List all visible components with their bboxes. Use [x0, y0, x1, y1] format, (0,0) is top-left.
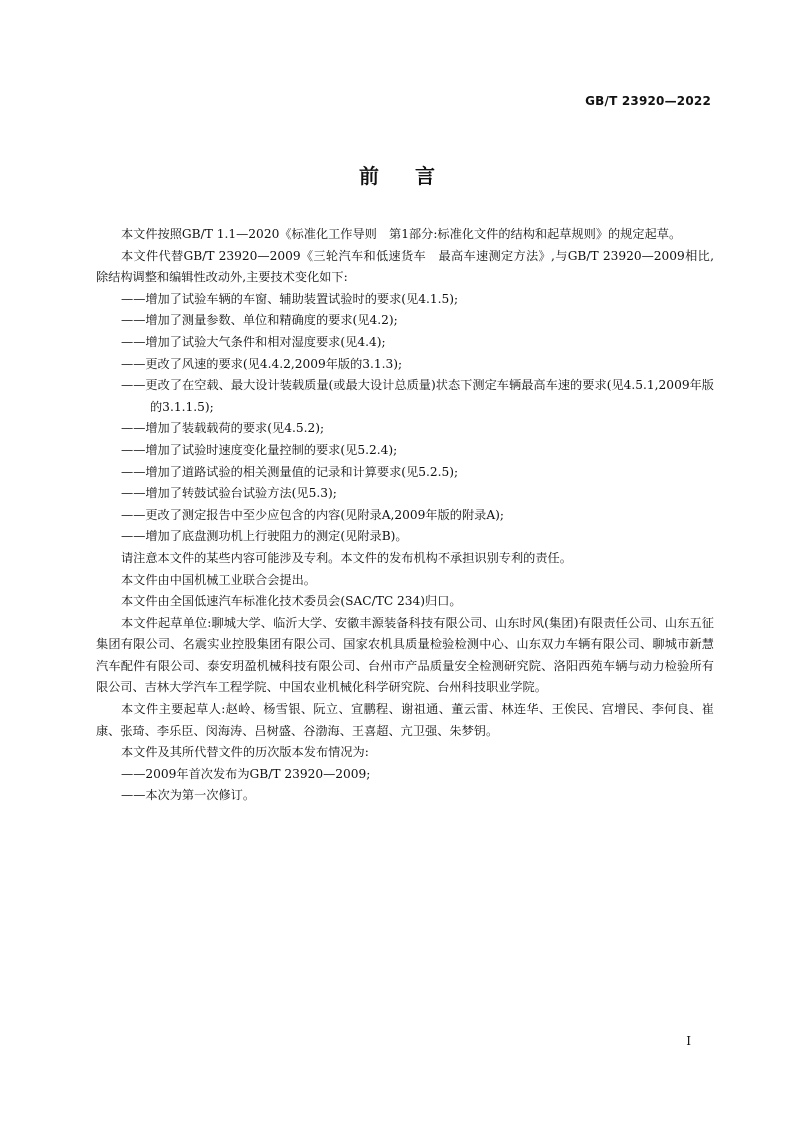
paragraph-technical-committee: 本文件由全国低速汽车标准化技术委员会(SAC/TC 234)归口。 — [121, 594, 462, 609]
standard-code: GB/T 23920—2022 — [585, 94, 711, 108]
change-item: ——增加了转鼓试验台试验方法(见5.3); — [121, 486, 337, 501]
change-item: ——更改了风速的要求(见4.4.2,2009年版的3.1.3); — [121, 356, 403, 371]
change-item: ——增加了试验车辆的车窗、辅助装置试验时的要求(见4.1.5); — [121, 291, 459, 306]
change-item: ——增加了道路试验的相关测量值的记录和计算要求(见5.2.5); — [121, 464, 459, 479]
paragraph-drafting-basis: 本文件按照GB/T 1.1—2020《标准化工作导则 第1部分:标准化文件的结构和起草规则》的规定起草。 — [121, 227, 682, 241]
paragraph-drafters: 本文件主要起草人:赵岭、杨雪银、阮立、宣鹏程、谢祖通、董云雷、林连华、王俟民、宫增民、李何良、崔康、张琦、李乐臣、闵海涛、吕树盛、谷渤海、王喜超、亢卫强、朱梦钥。 — [96, 702, 714, 738]
change-item: ——增加了底盘测功机上行驶阻力的测定(见附录B)。 — [121, 529, 408, 544]
change-item: ——更改了测定报告中至少应包含的内容(见附录A,2009年版的附录A); — [121, 507, 504, 522]
paragraph-replacement: 本文件代替GB/T 23920—2009《三轮汽车和低速货车 最高车速测定方法》,与GB/T 23920—2009相比,除结构调整和编辑性改动外,主要技术变化如下: — [96, 248, 714, 285]
history-item: ——2009年首次发布为GB/T 23920—2009; — [121, 766, 371, 781]
paragraph-drafting-units: 本文件起草单位:聊城大学、临沂大学、安徽丰源装备科技有限公司、山东时风(集团)有限责任公司、山东五征集团有限公司、名震实业控股集团有限公司、国家农机具质量检验检测中心、山东双力车辆有限公司、聊城市新慧汽车配件有限公司、泰安玥盈机械科技有限公司、台州市产品质量安全检测研究院、洛阳西苑车辆与动力检验所有限公司、吉林大学汽车工程学院、中国农业机械化科学研究院、台州科技职业学院。 — [96, 615, 714, 695]
page-number: I — [686, 1034, 691, 1048]
change-item: ——增加了测量参数、单位和精确度的要求(见4.2); — [121, 313, 398, 328]
history-item: ——本次为第一次修订。 — [121, 788, 256, 803]
paragraph-patent-notice: 请注意本文件的某些内容可能涉及专利。本文件的发布机构不承担识别专利的责任。 — [121, 550, 572, 565]
change-item: ——更改了在空载、最大设计装载质量(或最大设计总质量)状态下测定车辆最高车速的要求(见4.5.1,2009年版的3.1.1.5); — [121, 378, 714, 414]
change-item: ——增加了装载载荷的要求(见4.5.2); — [121, 421, 325, 436]
paragraph-proposer: 本文件由中国机械工业联合会提出。 — [121, 572, 316, 587]
change-item: ——增加了试验大气条件和相对湿度要求(见4.4); — [121, 334, 386, 349]
document-body — [96, 224, 714, 807]
paragraph-history-intro: 本文件及其所代替文件的历次版本发布情况为: — [121, 745, 369, 760]
page-title: 前言 — [359, 164, 471, 188]
change-item: ——增加了试验时速度变化量控制的要求(见5.2.4); — [121, 442, 398, 457]
